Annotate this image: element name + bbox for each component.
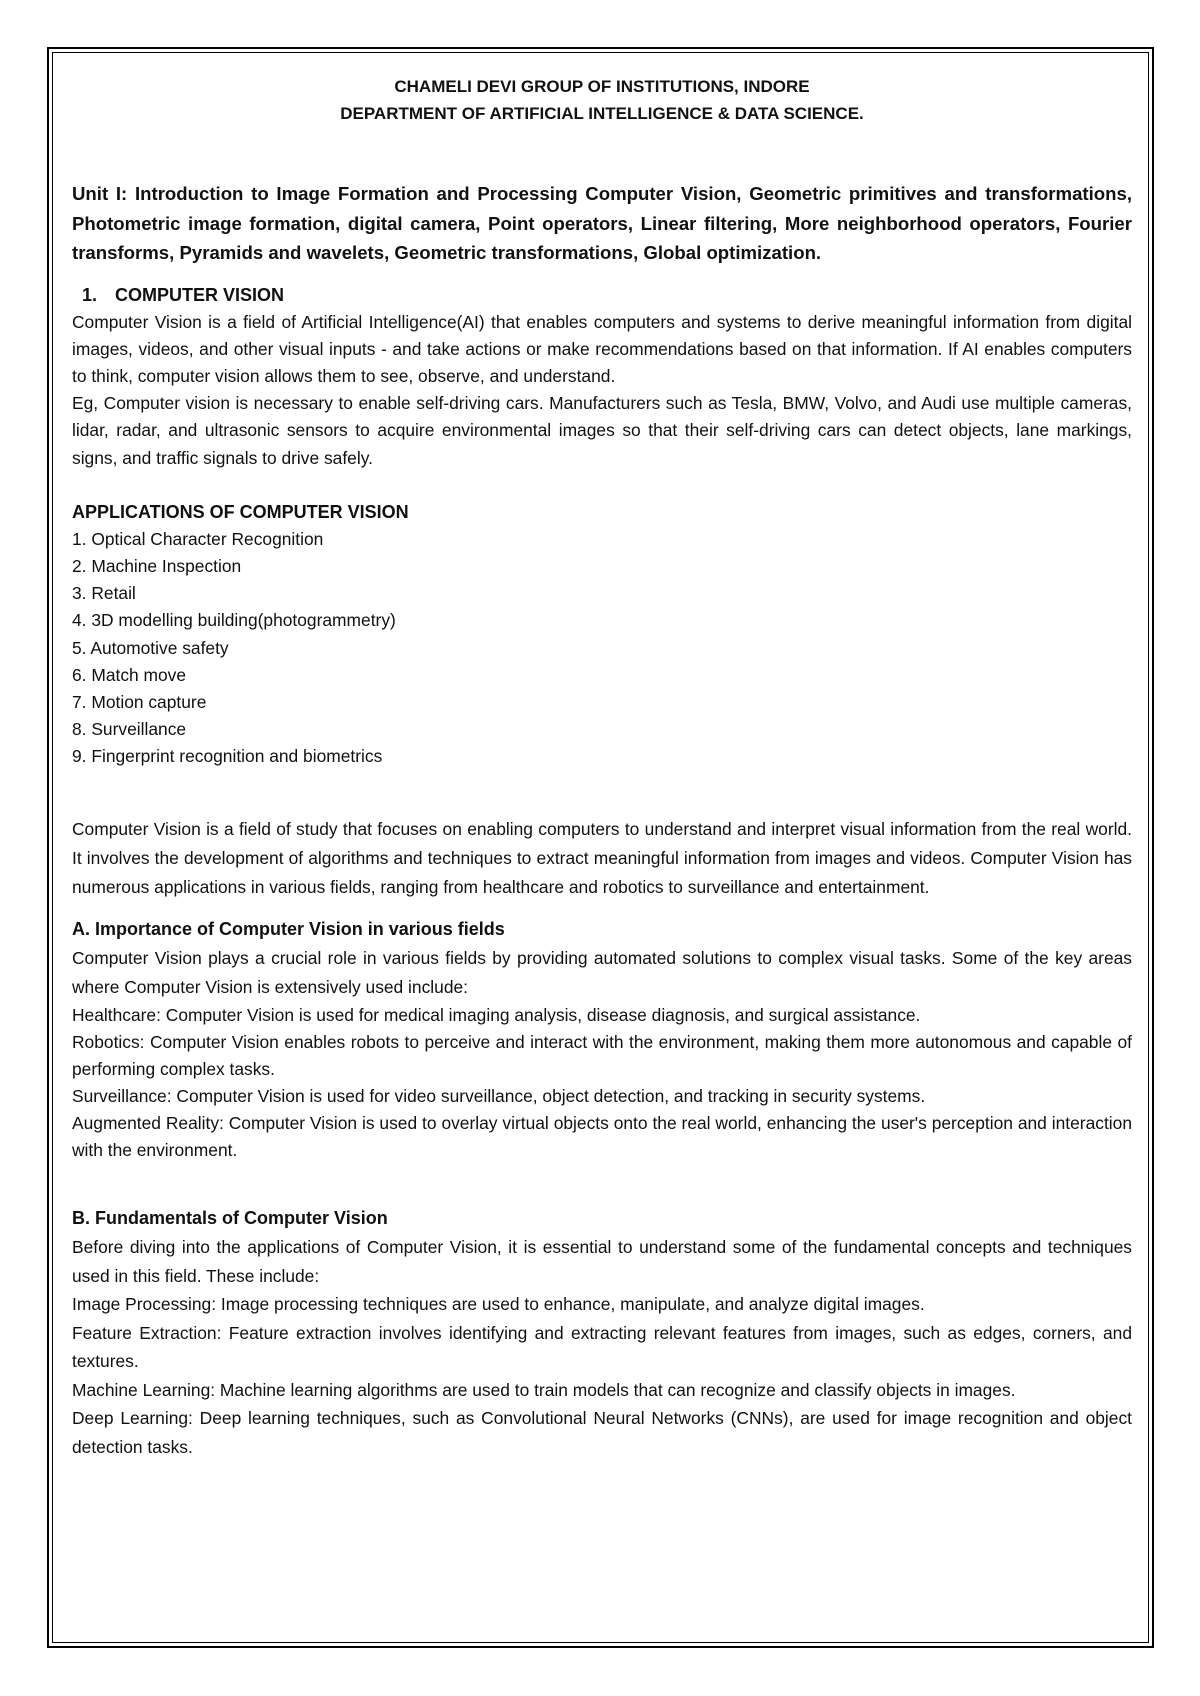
fundamentals-item-feature-extraction: Feature Extraction: Feature extraction involves identifying and extracting relevant features from images, such as edges, corners, and textures. xyxy=(72,1322,1132,1372)
computer-vision-example: Eg, Computer vision is necessary to enable self-driving cars. Manufacturers such as Tesla, BMW, Volvo, and Audi use multiple cameras, lidar, radar, and ultrasonic sensors to acquire environmental images so that their self-driving cars can detect objects, lane markings, signs, and traffic signals to drive safely. xyxy=(72,393,1132,468)
list-item: 7. Motion capture xyxy=(72,691,207,712)
section-title: COMPUTER VISION xyxy=(115,284,285,305)
document-body xyxy=(72,72,1132,1461)
computer-vision-study-paragraph: Computer Vision is a field of study that focuses on enabling computers to understand and interpret visual information from the real world. It involves the development of algorithms and techniques to extract meaningful information from images and videos. Computer Vision has numerous applications in various fields, ranging from healthcare and robotics to surveillance and entertainment. xyxy=(72,818,1132,898)
importance-items xyxy=(72,1002,1132,1164)
department-name: DEPARTMENT OF ARTIFICIAL INTELLIGENCE & DATA SCIENCE. xyxy=(340,104,864,123)
list-item: 5. Automotive safety xyxy=(72,637,229,658)
importance-item-surveillance: Surveillance: Computer Vision is used for video surveillance, object detection, and tracking in security systems. xyxy=(72,1086,926,1107)
list-item: 8. Surveillance xyxy=(72,719,187,740)
list-item: 2. Machine Inspection xyxy=(72,555,242,576)
importance-item-healthcare: Healthcare: Computer Vision is used for medical imaging analysis, disease diagnosis, and surgical assistance. xyxy=(72,1005,921,1026)
list-item: 6. Match move xyxy=(72,664,187,685)
importance-heading: A. Importance of Computer Vision in various fields xyxy=(72,919,505,940)
importance-item-augmented-reality: Augmented Reality: Computer Vision is used to overlay virtual objects onto the real world, enhancing the user's perception and interaction with the environment. xyxy=(72,1113,1132,1161)
applications-heading: APPLICATIONS OF COMPUTER VISION xyxy=(72,501,409,522)
fundamentals-heading: B. Fundamentals of Computer Vision xyxy=(72,1208,388,1229)
list-item: 1. Optical Character Recognition xyxy=(72,528,324,549)
importance-intro: Computer Vision plays a crucial role in various fields by providing automated solutions to complex visual tasks. Some of the key areas where Computer Vision is extensively used include: xyxy=(72,948,1132,998)
computer-vision-definition: Computer Vision is a field of Artificial Intelligence(AI) that enables computers and systems to derive meaningful information from digital images, videos, and other visual inputs - and take actions or make recommendations based on that information. If AI enables computers to think, computer vision allows them to see, observe, and understand. xyxy=(72,311,1132,386)
fundamentals-item-deep-learning: Deep Learning: Deep learning techniques, such as Convolutional Neural Networks (CNNs), are used for image recognition and object detection tasks. xyxy=(72,1408,1132,1457)
applications-list xyxy=(72,526,1132,771)
document-header xyxy=(72,73,1132,127)
section-number: 1. xyxy=(82,284,98,305)
list-item: 9. Fingerprint recognition and biometrics xyxy=(72,746,383,767)
importance-item-robotics: Robotics: Computer Vision enables robots to perceive and interact with the environment, making them more autonomous and capable of performing complex tasks. xyxy=(72,1032,1132,1080)
fundamentals-item-image-processing: Image Processing: Image processing techniques are used to enhance, manipulate, and analyze digital images. xyxy=(72,1294,925,1315)
list-item: 3. Retail xyxy=(72,583,136,604)
unit-syllabus: Unit I: Introduction to Image Formation and Processing Computer Vision, Geometric primitives and transformations, Photometric image formation, digital camera, Point operators, Linear filtering, More neighborhood operators, Fourier transforms, Pyramids and wavelets, Geometric transformations, Global optimization. xyxy=(72,183,1132,263)
section-heading-computer-vision xyxy=(72,282,1132,309)
fundamentals-items xyxy=(72,1233,1132,1461)
fundamentals-intro: Before diving into the applications of Computer Vision, it is essential to understand some of the fundamental concepts and techniques used in this field. These include: xyxy=(72,1237,1132,1286)
list-item: 4. 3D modelling building(photogrammetry) xyxy=(72,610,396,631)
institution-name: CHAMELI DEVI GROUP OF INSTITUTIONS, INDORE xyxy=(394,77,810,96)
fundamentals-item-machine-learning: Machine Learning: Machine learning algorithms are used to train models that can recognize and classify objects in images. xyxy=(72,1379,1016,1400)
